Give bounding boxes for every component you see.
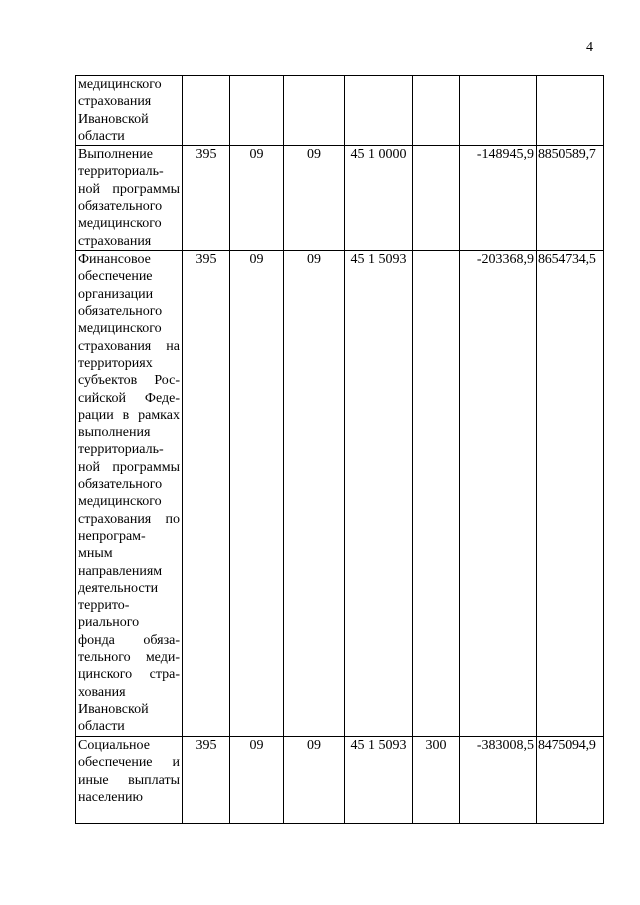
cell-c3: 09 bbox=[230, 146, 284, 251]
row-name-line: мным bbox=[78, 546, 113, 562]
row-name-line: цинского стра- bbox=[78, 667, 180, 683]
row-name-line: обеспечение bbox=[78, 269, 153, 285]
cell-c2: 395 bbox=[183, 146, 230, 251]
cell-c8: 8654734,5 bbox=[537, 251, 604, 737]
cell-c3: 09 bbox=[230, 251, 284, 737]
row-name-line: Выполнение bbox=[78, 147, 153, 163]
row-name-line: Ивановской bbox=[78, 111, 149, 127]
table-row bbox=[76, 251, 604, 737]
row-name-line: обеспечение и bbox=[78, 755, 180, 771]
row-name-line: страхования bbox=[78, 94, 152, 110]
row-name-line: Ивановской bbox=[78, 701, 149, 717]
row-name-line: деятельности bbox=[78, 580, 159, 596]
cell-c2 bbox=[183, 76, 230, 146]
row-name-cell bbox=[76, 737, 183, 824]
row-name-line: террито- bbox=[78, 598, 130, 614]
row-name-line: области bbox=[78, 128, 125, 144]
cell-c5: 45 1 5093 bbox=[345, 251, 413, 737]
row-name-line: хования bbox=[78, 684, 126, 700]
cell-c3 bbox=[230, 76, 284, 146]
row-name-line: тельного меди- bbox=[78, 650, 180, 666]
cell-c7: -148945,9 bbox=[460, 146, 537, 251]
budget-table bbox=[75, 75, 604, 824]
cell-c6 bbox=[413, 146, 460, 251]
row-name-cell bbox=[76, 251, 183, 737]
row-name-line: риального bbox=[78, 615, 140, 631]
row-name-line: организации bbox=[78, 286, 154, 302]
cell-c6: 300 bbox=[413, 737, 460, 824]
row-name-line: страхования по bbox=[78, 511, 180, 527]
row-name-line: страхования bbox=[78, 233, 152, 249]
row-name-line: выполнения bbox=[78, 425, 151, 441]
row-name-line: сийской Феде- bbox=[78, 390, 180, 406]
row-name-line: Финансовое bbox=[78, 252, 151, 268]
cell-c5: 45 1 0000 bbox=[345, 146, 413, 251]
table-row bbox=[76, 737, 604, 824]
row-name-line: направлениям bbox=[78, 563, 163, 579]
cell-c8: 8475094,9 bbox=[537, 737, 604, 824]
cell-c6 bbox=[413, 251, 460, 737]
table-row bbox=[76, 146, 604, 251]
row-name-line: территориаль- bbox=[78, 164, 164, 180]
cell-c3: 09 bbox=[230, 737, 284, 824]
cell-c7: -203368,9 bbox=[460, 251, 537, 737]
page-number: 4 bbox=[586, 40, 593, 55]
row-name-cell bbox=[76, 76, 183, 146]
row-name-line: иные выплаты bbox=[78, 772, 180, 788]
row-name-line: непрограм- bbox=[78, 528, 146, 544]
cell-c5: 45 1 5093 bbox=[345, 737, 413, 824]
row-name-line: страхования на bbox=[78, 338, 180, 354]
row-name-line: области bbox=[78, 719, 125, 735]
row-name-line: обязательного bbox=[78, 199, 163, 215]
row-name-line: медицинского bbox=[78, 216, 162, 232]
cell-c7: -383008,5 bbox=[460, 737, 537, 824]
row-name-line: фонда обяза- bbox=[78, 632, 180, 648]
cell-c4: 09 bbox=[284, 737, 345, 824]
cell-c5 bbox=[345, 76, 413, 146]
cell-c8 bbox=[537, 76, 604, 146]
cell-c4: 09 bbox=[284, 146, 345, 251]
row-name-line: медицинского bbox=[78, 321, 162, 337]
cell-c2: 395 bbox=[183, 251, 230, 737]
row-name-line: Социальное bbox=[78, 738, 150, 754]
cell-c8: 8850589,7 bbox=[537, 146, 604, 251]
cell-c2: 395 bbox=[183, 737, 230, 824]
cell-c6 bbox=[413, 76, 460, 146]
row-name-line: территориаль- bbox=[78, 442, 164, 458]
row-name-line: медицинского bbox=[78, 494, 162, 510]
row-name-line: населению bbox=[78, 790, 143, 806]
row-name-line: медицинского bbox=[78, 77, 162, 92]
row-name-cell bbox=[76, 146, 183, 251]
cell-c4: 09 bbox=[284, 251, 345, 737]
row-name-line: обязательного bbox=[78, 304, 163, 320]
row-name-line: обязательного bbox=[78, 477, 163, 493]
row-name-line: территориях bbox=[78, 355, 153, 371]
row-name-line: ной программы bbox=[78, 459, 180, 475]
row-name-line: рации в рамках bbox=[78, 407, 180, 423]
row-name-line: субъектов Рос- bbox=[78, 373, 180, 389]
cell-c4 bbox=[284, 76, 345, 146]
table-row bbox=[76, 76, 604, 146]
row-name-line: ной программы bbox=[78, 181, 180, 197]
cell-c7 bbox=[460, 76, 537, 146]
